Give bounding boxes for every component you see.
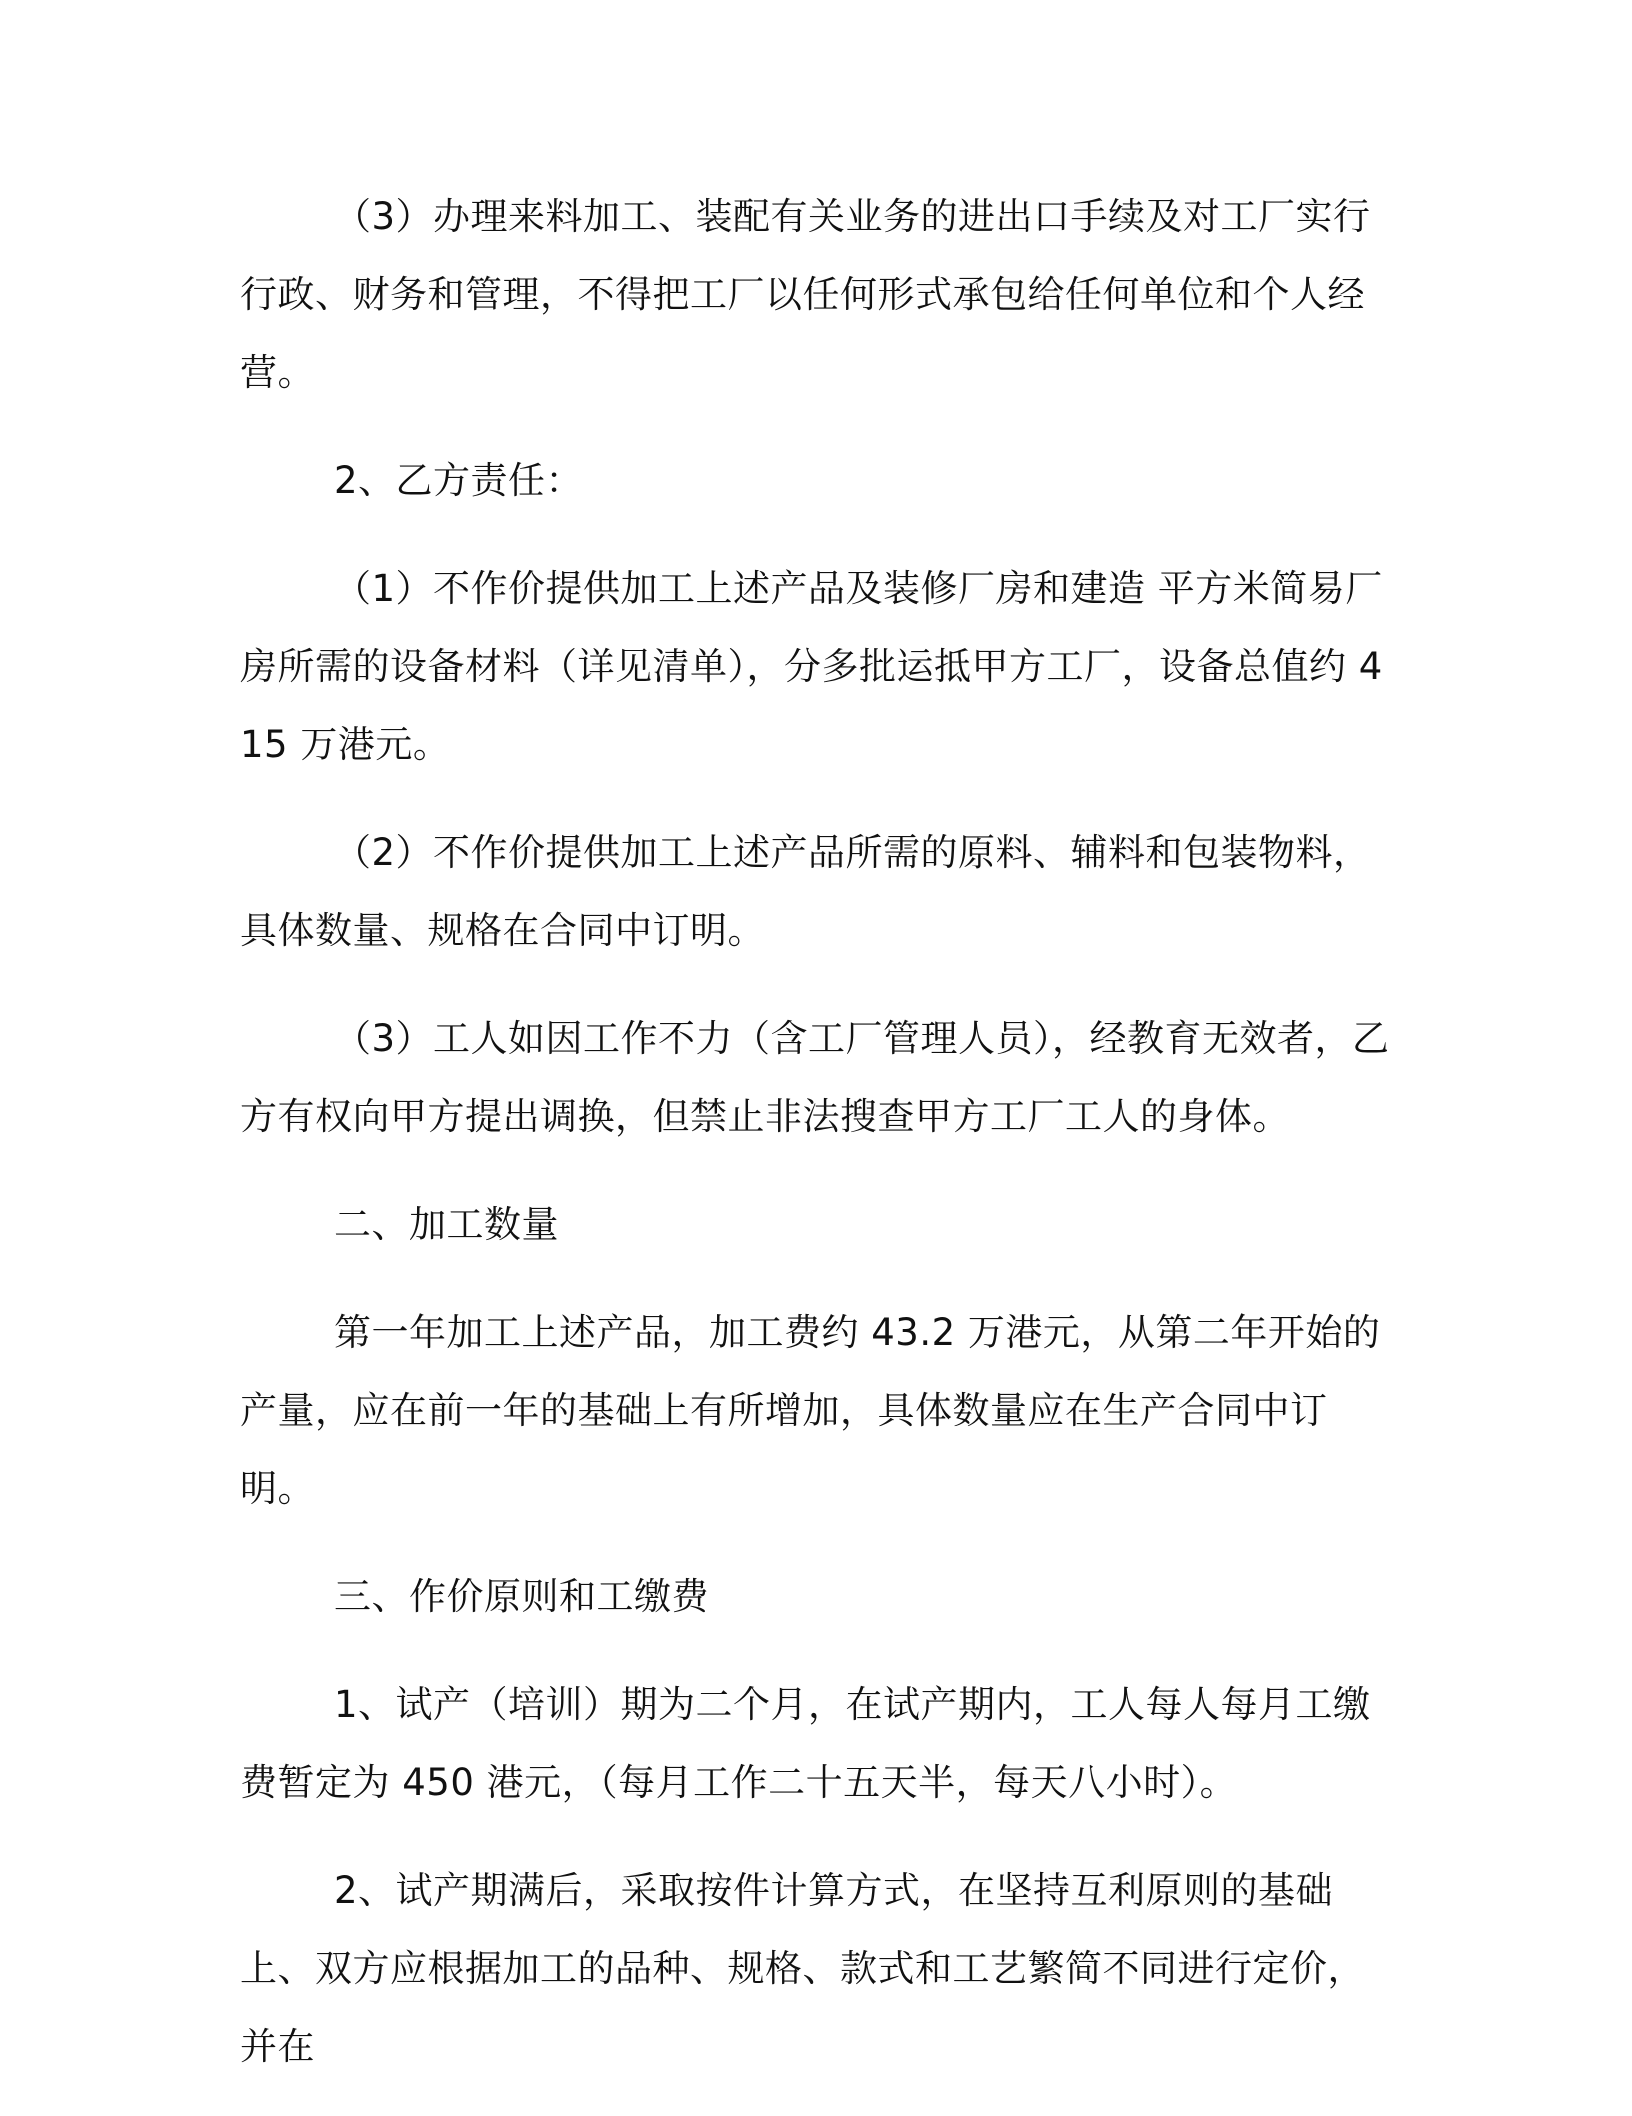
heading-party-b-responsibility: 2、乙方责任： bbox=[334, 459, 584, 502]
paragraph-party-b-duty-1: （1）不作价提供加工上述产品及装修厂房和建造 平方米简易厂房所需的设备材料（详见清单），分多批运抵甲方工厂，设备总值约 415 万港元。 bbox=[240, 567, 1383, 766]
heading-pricing-principles: 三、作价原则和工缴费 bbox=[334, 1575, 709, 1618]
paragraph-piece-rate-pricing: 2、试产期满后，采取按件计算方式，在坚持互利原则的基础上、双方应根据加工的品种、规格、款式和工艺繁简不同进行定价，并在 bbox=[240, 1869, 1365, 2068]
paragraph-party-b-duty-3: （3）工人如因工作不力（含工厂管理人员），经教育无效者，乙方有权向甲方提出调换，但禁止非法搜查甲方工厂工人的身体。 bbox=[240, 1017, 1390, 1138]
heading-processing-quantity: 二、加工数量 bbox=[334, 1203, 559, 1246]
document-body bbox=[240, 178, 1390, 2116]
paragraph-trial-period-fee: 1、试产（培训）期为二个月，在试产期内，工人每人每月工缴费暂定为 450 港元，（每月工作二十五天半，每天八小时）。 bbox=[240, 1683, 1371, 1804]
paragraph-party-b-duty-2: （2）不作价提供加工上述产品所需的原料、辅料和包装物料，具体数量、规格在合同中订明。 bbox=[240, 831, 1371, 952]
paragraph-processing-quantity: 第一年加工上述产品，加工费约 43.2 万港元，从第二年开始的产量，应在前一年的基础上有所增加，具体数量应在生产合同中订明。 bbox=[240, 1311, 1381, 1510]
paragraph-party-a-duty-3: （3）办理来料加工、装配有关业务的进出口手续及对工厂实行行政、财务和管理，不得把工厂以任何形式承包给任何单位和个人经营。 bbox=[240, 195, 1371, 394]
